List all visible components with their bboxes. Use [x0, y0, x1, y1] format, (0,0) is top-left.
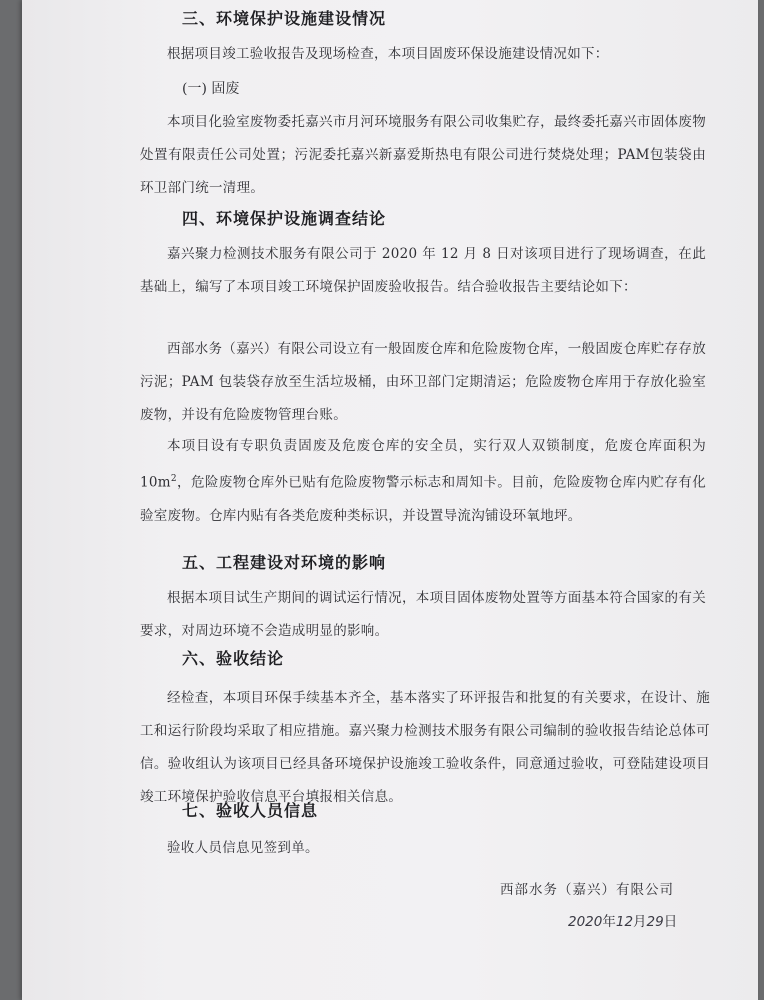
section-4-paragraph-1: 嘉兴聚力检测技术服务有限公司于 2020 年 12 月 8 日对该项目进行了现场调查，在此基础上，编写了本项目竣工环境保护固废验收报告。结合验收报告主要结论如下： — [140, 246, 706, 295]
subsection-heading-solid-waste: (一) 固废 — [182, 81, 240, 97]
section-7-body: 验收人员信息见签到单。 — [167, 840, 319, 856]
section-heading-5: 五、工程建设对环境的影响 — [182, 553, 387, 572]
date-year-handwritten: 2020 — [568, 914, 603, 930]
date-day-char: 日 — [663, 914, 678, 930]
signature-date — [568, 910, 677, 930]
section-heading-6: 六、验收结论 — [182, 649, 285, 668]
date-day-handwritten: 29 — [646, 914, 664, 930]
section-3-body: 本项目化验室废物委托嘉兴市月河环境服务有限公司收集贮存，最终委托嘉兴市固体废物处置有限责任公司处置；污泥委托嘉兴新嘉爱斯热电有限公司进行焚烧处理；PAM包装袋由环卫部门统一清理。 — [140, 114, 706, 196]
section-3-intro: 根据项目竣工验收报告及现场检查，本项目固废环保设施建设情况如下： — [167, 46, 609, 62]
date-year-char: 年 — [602, 914, 616, 930]
section-heading-3: 三、环境保护设施建设情况 — [182, 9, 387, 28]
document-page — [22, 0, 758, 1000]
company-signature: 西部水务（嘉兴）有限公司 — [500, 882, 674, 898]
area-unit-superscript: 2 — [170, 474, 177, 484]
section-heading-4: 四、环境保护设施调查结论 — [182, 209, 387, 228]
section-4-paragraph-3-start: 本项目设有专职负责固废及危废仓库的安全员，实行双人双锁制度，危废仓库面积为 10m — [140, 438, 706, 491]
date-month-handwritten: 12 — [615, 914, 634, 930]
section-4-paragraph-3-end: ，危险废物仓库外已贴有危险废物警示标志和周知卡。目前，危险废物仓库内贮存有化验室废物。仓库内贴有各类危废种类标识，并设置导流沟铺设环氧地坪。 — [140, 474, 706, 524]
section-4-paragraph-2: 西部水务（嘉兴）有限公司设立有一般固废仓库和危险废物仓库，一般固废仓库贮存存放污泥；PAM 包装袋存放至生活垃圾桶，由环卫部门定期清运；危险废物仓库用于存放化验室废物，并设有危险废物管理台账。 — [140, 341, 706, 423]
section-4-paragraph-3 — [140, 430, 706, 533]
section-heading-7: 七、验收人员信息 — [182, 801, 319, 820]
section-5-body: 根据本项目试生产期间的调试运行情况，本项目固体废物处置等方面基本符合国家的有关要求，对周边环境不会造成明显的影响。 — [140, 590, 706, 639]
section-6-body: 经检查，本项目环保手续基本齐全，基本落实了环评报告和批复的有关要求，在设计、施工和运行阶段均采取了相应措施。嘉兴聚力检测技术服务有限公司编制的验收报告结论总体可信。验收组认为该项目已经具备环境保护设施竣工验收条件，同意通过验收，可登陆建设项目竣工环境保护验收信息平台填报相关信息。 — [140, 690, 710, 805]
date-month-char: 月 — [633, 914, 647, 930]
